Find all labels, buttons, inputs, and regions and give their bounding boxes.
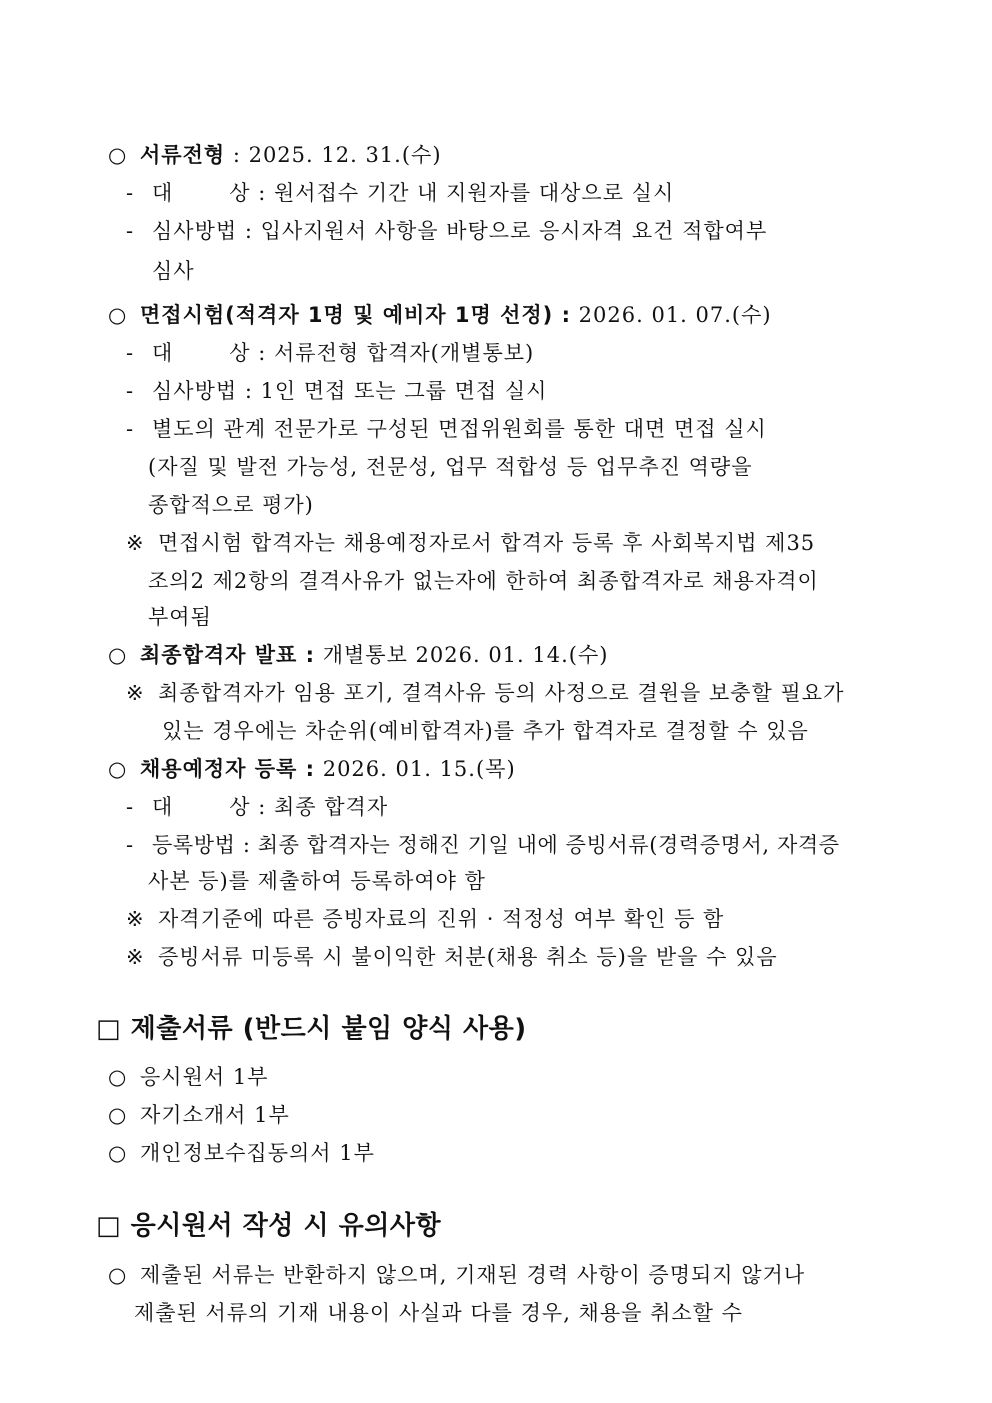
document-name: 응시원서 1부 xyxy=(140,1065,269,1089)
circle-bullet-icon: ○ xyxy=(108,143,128,167)
item-date: 2026. 01. 15.(목) xyxy=(315,757,516,781)
item-date: : 2025. 12. 31.(수) xyxy=(225,143,442,167)
caution-text: 제출된 서류는 반환하지 않으며, 기재된 경력 사항이 증명되지 않거나 xyxy=(140,1263,806,1287)
circle-bullet-icon: ○ xyxy=(108,643,128,667)
dash-bullet-icon: - xyxy=(126,219,135,243)
section-heading-cautions xyxy=(96,1208,441,1244)
item-title: 최종합격자 발표 : xyxy=(140,643,316,667)
registration-note xyxy=(126,904,724,934)
dash-bullet-icon: - xyxy=(126,417,135,441)
final-note xyxy=(126,678,844,708)
document-name: 개인정보수집동의서 1부 xyxy=(140,1141,375,1165)
target-text: 상 : 서류전형 합격자(개별통보) xyxy=(229,341,535,365)
interview-note xyxy=(126,528,815,558)
schedule-final-announcement xyxy=(108,640,608,670)
item-date: 개별통보 2026. 01. 14.(수) xyxy=(315,643,609,667)
circle-bullet-icon: ○ xyxy=(108,1263,128,1287)
section-heading-documents xyxy=(96,1011,527,1047)
note-text: 증빙서류 미등록 시 불이익한 처분(채용 취소 등)을 받을 수 있음 xyxy=(158,945,778,969)
circle-bullet-icon: ○ xyxy=(108,1065,128,1089)
circle-bullet-icon: ○ xyxy=(108,757,128,781)
registration-note xyxy=(126,942,778,972)
interview-committee-cont: 종합적으로 평가) xyxy=(148,493,314,517)
schedule-document-screening xyxy=(108,140,442,170)
target-line xyxy=(126,178,674,208)
section-title: 제출서류 (반드시 붙임 양식 사용) xyxy=(130,1014,527,1044)
circle-bullet-icon: ○ xyxy=(108,1141,128,1165)
registration-method-cont: 사본 등)를 제출하여 등록하여야 함 xyxy=(148,869,486,893)
document-item xyxy=(108,1062,268,1092)
note-text: 최종합격자가 임용 포기, 결격사유 등의 사정으로 결원을 보충할 필요가 xyxy=(158,681,845,705)
registration-method-line xyxy=(126,830,840,860)
label-dae: 대 xyxy=(152,341,174,365)
item-title: 서류전형 xyxy=(140,143,226,167)
checkbox-square-icon: □ xyxy=(96,1014,122,1044)
circle-bullet-icon: ○ xyxy=(108,303,128,327)
target-line xyxy=(126,338,534,368)
document-item xyxy=(108,1138,375,1168)
checkbox-square-icon: □ xyxy=(96,1211,122,1241)
review-method-cont: 심사 xyxy=(152,259,195,283)
caution-cont: 제출된 서류의 기재 내용이 사실과 다를 경우, 채용을 취소할 수 xyxy=(134,1301,743,1325)
review-method-line xyxy=(126,376,547,406)
interview-note-cont: 부여됨 xyxy=(148,605,212,629)
schedule-registration xyxy=(108,754,516,784)
note-text: 자격기준에 따른 증빙자료의 진위 · 적정성 여부 확인 등 함 xyxy=(158,907,725,931)
dash-bullet-icon: - xyxy=(126,181,135,205)
note-text: 면접시험 합격자는 채용예정자로서 합격자 등록 후 사회복지법 제35 xyxy=(158,531,816,555)
interview-note-cont: 조의2 제2항의 결격사유가 없는자에 한하여 최종합격자로 채용자격이 xyxy=(148,569,819,593)
caution-item xyxy=(108,1260,805,1290)
interview-committee-text: 별도의 관계 전문가로 구성된 면접위원회를 통한 대면 면접 실시 xyxy=(152,417,767,441)
reference-mark-icon: ※ xyxy=(126,531,145,555)
dash-bullet-icon: - xyxy=(126,379,135,403)
circle-bullet-icon: ○ xyxy=(108,1103,128,1127)
schedule-interview xyxy=(108,300,772,330)
reference-mark-icon: ※ xyxy=(126,681,145,705)
reference-mark-icon: ※ xyxy=(126,945,145,969)
review-method-line xyxy=(126,216,767,246)
document-name: 자기소개서 1부 xyxy=(140,1103,290,1127)
dash-bullet-icon: - xyxy=(126,341,135,365)
final-note-cont: 있는 경우에는 차순위(예비합격자)를 추가 합격자로 결정할 수 있음 xyxy=(162,719,809,743)
target-text: 상 : 최종 합격자 xyxy=(229,795,389,819)
item-title: 면접시험(적격자 1명 및 예비자 1명 선정) : xyxy=(140,303,571,327)
section-title: 응시원서 작성 시 유의사항 xyxy=(130,1211,442,1241)
review-method-text: 심사방법 : 입사지원서 사항을 바탕으로 응시자격 요건 적합여부 xyxy=(152,219,768,243)
interview-committee-cont: (자질 및 발전 가능성, 전문성, 업무 적합성 등 업무추진 역량을 xyxy=(148,455,753,479)
label-dae: 대 xyxy=(152,795,174,819)
dash-bullet-icon: - xyxy=(126,795,135,819)
target-text: 상 : 원서접수 기간 내 지원자를 대상으로 실시 xyxy=(229,181,675,205)
review-method-text: 심사방법 : 1인 면접 또는 그룹 면접 실시 xyxy=(152,379,548,403)
interview-committee-line xyxy=(126,414,767,444)
reference-mark-icon: ※ xyxy=(126,907,145,931)
document-item xyxy=(108,1100,290,1130)
registration-method-text: 등록방법 : 최종 합격자는 정해진 기일 내에 증빙서류(경력증명서, 자격증 xyxy=(152,833,840,857)
item-title: 채용예정자 등록 : xyxy=(140,757,316,781)
label-dae: 대 xyxy=(152,181,174,205)
item-date: 2026. 01. 07.(수) xyxy=(570,303,772,327)
dash-bullet-icon: - xyxy=(126,833,134,857)
target-line xyxy=(126,792,388,822)
